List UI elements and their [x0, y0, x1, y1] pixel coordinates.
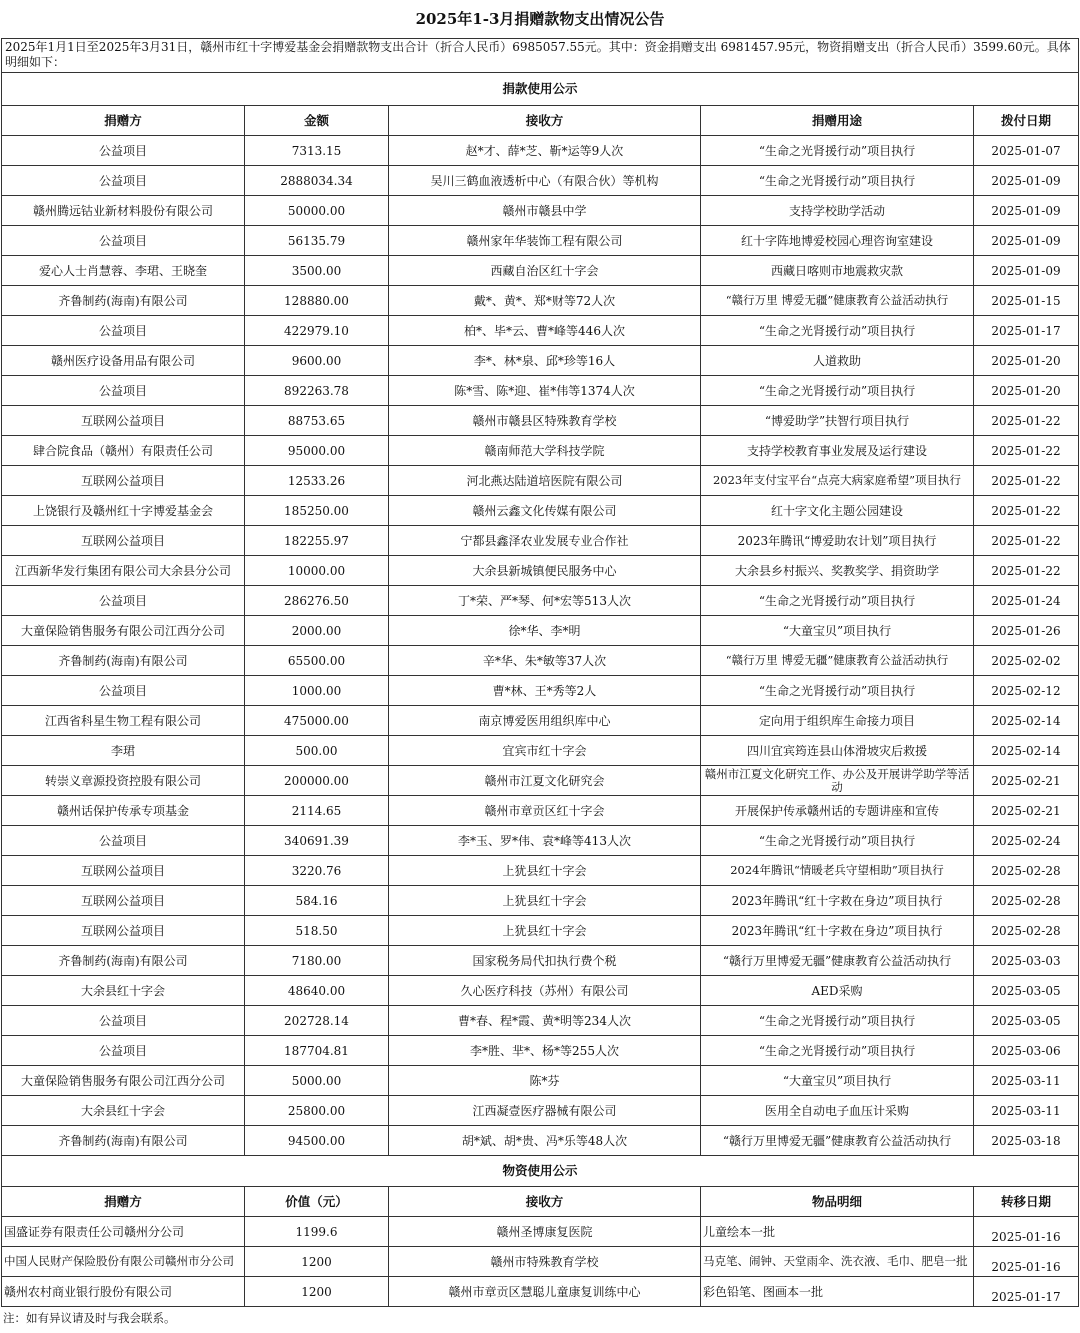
cash-cell-donor: 江西省科星生物工程有限公司	[2, 706, 245, 736]
cash-cell-date: 2025-02-24	[974, 826, 1079, 856]
cash-cell-donor: 互联网公益项目	[2, 466, 245, 496]
cash-cell-donor: 赣州话保护传承专项基金	[2, 796, 245, 826]
cash-cell-recipient: 国家税务局代扣执行费个税	[389, 946, 701, 976]
cash-cell-recipient: 河北燕达陆道培医院有限公司	[389, 466, 701, 496]
cash-cell-donor: 公益项目	[2, 826, 245, 856]
cash-cell-donor: 公益项目	[2, 586, 245, 616]
cash-row	[2, 646, 1079, 676]
cash-cell-recipient: 李*玉、罗*伟、袁*峰等413人次	[389, 826, 701, 856]
cash-cell-purpose: “生命之光肾援行动”项目执行	[701, 316, 974, 346]
cash-cell-donor: 赣州腾远钴业新材料股份有限公司	[2, 196, 245, 226]
cash-cell-amount: 892263.78	[245, 376, 389, 406]
cash-cell-amount: 25800.00	[245, 1096, 389, 1126]
cash-row	[2, 286, 1079, 316]
cash-cell-purpose: 红十字文化主题公园建设	[701, 496, 974, 526]
goods-row	[2, 1217, 1079, 1247]
goods-header-date: 转移日期	[974, 1187, 1079, 1217]
cash-cell-recipient: 赣州市赣县区特殊教育学校	[389, 406, 701, 436]
cash-cell-purpose: 支持学校助学活动	[701, 196, 974, 226]
cash-row	[2, 736, 1079, 766]
cash-cell-date: 2025-02-14	[974, 736, 1079, 766]
cash-cell-date: 2025-03-05	[974, 1006, 1079, 1036]
cash-row	[2, 136, 1079, 166]
cash-cell-recipient: 徐*华、李*明	[389, 616, 701, 646]
cash-cell-amount: 200000.00	[245, 766, 389, 796]
cash-cell-recipient: 李*胜、芈*、杨*等255人次	[389, 1036, 701, 1066]
cash-cell-amount: 2888034.34	[245, 166, 389, 196]
cash-cell-donor: 公益项目	[2, 376, 245, 406]
cash-row	[2, 256, 1079, 286]
cash-cell-donor: 大余县红十字会	[2, 1096, 245, 1126]
cash-cell-amount: 10000.00	[245, 556, 389, 586]
cash-cell-donor: 转崇义章源投资控股有限公司	[2, 766, 245, 796]
cash-row	[2, 1036, 1079, 1066]
cash-cell-amount: 94500.00	[245, 1126, 389, 1156]
goods-cell-recipient: 赣州市章贡区慧聪儿童康复训练中心	[389, 1277, 701, 1307]
goods-cell-items: 儿童绘本一批	[701, 1217, 974, 1247]
cash-cell-donor: 互联网公益项目	[2, 526, 245, 556]
goods-cell-date: 2025-01-17	[974, 1277, 1079, 1307]
cash-cell-recipient: 辛*华、朱*敏等37人次	[389, 646, 701, 676]
cash-cell-donor: 齐鲁制药(海南)有限公司	[2, 646, 245, 676]
cash-cell-purpose: 开展保护传承赣州话的专题讲座和宣传	[701, 796, 974, 826]
cash-cell-date: 2025-03-11	[974, 1066, 1079, 1096]
cash-cell-date: 2025-02-28	[974, 886, 1079, 916]
cash-cell-purpose: “生命之光肾援行动”项目执行	[701, 376, 974, 406]
cash-cell-purpose: 大余县乡村振兴、奖教奖学、捐资助学	[701, 556, 974, 586]
cash-cell-donor: 齐鲁制药(海南)有限公司	[2, 946, 245, 976]
cash-cell-date: 2025-01-17	[974, 316, 1079, 346]
cash-cell-donor: 公益项目	[2, 1006, 245, 1036]
cash-cell-purpose: “博爱助学”扶智行项目执行	[701, 406, 974, 436]
cash-cell-purpose: 人道救助	[701, 346, 974, 376]
goods-cell-items: 彩色铅笔、图画本一批	[701, 1277, 974, 1307]
cash-row	[2, 376, 1079, 406]
cash-cell-purpose: 支持学校教育事业发展及运行建设	[701, 436, 974, 466]
cash-cell-donor: 公益项目	[2, 136, 245, 166]
cash-cell-date: 2025-02-14	[974, 706, 1079, 736]
cash-cell-purpose: 定向用于组织库生命接力项目	[701, 706, 974, 736]
cash-row	[2, 1006, 1079, 1036]
cash-row	[2, 886, 1079, 916]
cash-row	[2, 346, 1079, 376]
cash-row	[2, 1126, 1079, 1156]
cash-cell-purpose: 2023年腾讯“红十字救在身边”项目执行	[701, 886, 974, 916]
page-title: 2025年1-3月捐赠款物支出情况公告	[415, 10, 665, 28]
cash-cell-amount: 1000.00	[245, 676, 389, 706]
cash-cell-recipient: 赣州市江夏文化研究会	[389, 766, 701, 796]
cash-cell-recipient: 胡*斌、胡*贵、冯*乐等48人次	[389, 1126, 701, 1156]
cash-cell-donor: 肆合院食品（赣州）有限责任公司	[2, 436, 245, 466]
cash-cell-purpose: 四川宜宾筠连县山体滑坡灾后救援	[701, 736, 974, 766]
cash-cell-date: 2025-03-06	[974, 1036, 1079, 1066]
cash-row	[2, 976, 1079, 1006]
cash-cell-donor: 大余县红十字会	[2, 976, 245, 1006]
cash-row	[2, 406, 1079, 436]
cash-cell-amount: 65500.00	[245, 646, 389, 676]
cash-cell-amount: 500.00	[245, 736, 389, 766]
cash-cell-recipient: 江西凝壹医疗器械有限公司	[389, 1096, 701, 1126]
cash-cell-amount: 2000.00	[245, 616, 389, 646]
cash-cell-purpose: “赣行万里 博爱无疆”健康教育公益活动执行	[701, 286, 974, 316]
cash-cell-date: 2025-02-12	[974, 676, 1079, 706]
goods-cell-donor: 国盛证券有限责任公司赣州分公司	[2, 1217, 245, 1247]
goods-row	[2, 1277, 1079, 1307]
cash-cell-date: 2025-01-22	[974, 466, 1079, 496]
cash-cell-purpose: 赣州市江夏文化研究工作、办公及开展讲学助学等活动	[701, 766, 974, 796]
cash-row	[2, 466, 1079, 496]
cash-header-donor: 捐赠方	[2, 106, 245, 136]
cash-row	[2, 916, 1079, 946]
cash-cell-amount: 88753.65	[245, 406, 389, 436]
cash-row	[2, 766, 1079, 796]
cash-row	[2, 496, 1079, 526]
cash-row	[2, 826, 1079, 856]
cash-cell-donor: 爱心人士肖慧蓉、李珺、王晓奎	[2, 256, 245, 286]
cash-row	[2, 946, 1079, 976]
cash-row	[2, 556, 1079, 586]
cash-cell-purpose: “赣行万里博爱无疆”健康教育公益活动执行	[701, 1126, 974, 1156]
cash-cell-donor: 大童保险销售服务有限公司江西分公司	[2, 1066, 245, 1096]
cash-cell-donor: 齐鲁制药(海南)有限公司	[2, 286, 245, 316]
cash-cell-date: 2025-01-09	[974, 166, 1079, 196]
cash-cell-recipient: 曹*春、程*霞、黄*明等234人次	[389, 1006, 701, 1036]
goods-cell-donor: 赣州农村商业银行股份有限公司	[2, 1277, 245, 1307]
cash-cell-purpose: “生命之光肾援行动”项目执行	[701, 166, 974, 196]
cash-cell-amount: 187704.81	[245, 1036, 389, 1066]
cash-cell-date: 2025-02-21	[974, 796, 1079, 826]
cash-cell-recipient: 上犹县红十字会	[389, 856, 701, 886]
cash-cell-donor: 齐鲁制药(海南)有限公司	[2, 1126, 245, 1156]
cash-cell-donor: 公益项目	[2, 676, 245, 706]
cash-cell-date: 2025-01-09	[974, 256, 1079, 286]
cash-cell-date: 2025-01-22	[974, 526, 1079, 556]
cash-cell-amount: 202728.14	[245, 1006, 389, 1036]
cash-cell-recipient: 西藏自治区红十字会	[389, 256, 701, 286]
intro-text: 2025年1月1日至2025年3月31日，赣州市红十字博爱基金会捐赠款物支出合计（折合人民币）6985057.55元。其中：资金捐赠支出 6981457.95元，物资捐赠支出（折合人民币）3599.60元。具体明细如下：	[2, 39, 1079, 73]
cash-cell-donor: 互联网公益项目	[2, 406, 245, 436]
cash-cell-date: 2025-01-26	[974, 616, 1079, 646]
cash-cell-purpose: “生命之光肾援行动”项目执行	[701, 1036, 974, 1066]
cash-cell-amount: 3220.76	[245, 856, 389, 886]
cash-cell-purpose: 2023年支付宝平台“点亮大病家庭希望”项目执行	[701, 466, 974, 496]
cash-row	[2, 586, 1079, 616]
cash-cell-donor: 公益项目	[2, 1036, 245, 1066]
cash-cell-purpose: “生命之光肾援行动”项目执行	[701, 826, 974, 856]
cash-cell-purpose: “赣行万里 博爱无疆”健康教育公益活动执行	[701, 646, 974, 676]
cash-cell-donor: 公益项目	[2, 316, 245, 346]
cash-cell-date: 2025-01-15	[974, 286, 1079, 316]
goods-row	[2, 1247, 1079, 1277]
cash-row	[2, 436, 1079, 466]
cash-cell-date: 2025-01-24	[974, 586, 1079, 616]
cash-cell-purpose: “生命之光肾援行动”项目执行	[701, 676, 974, 706]
cash-cell-purpose: 西藏日喀则市地震救灾款	[701, 256, 974, 286]
cash-row	[2, 166, 1079, 196]
cash-cell-donor: 大童保险销售服务有限公司江西分公司	[2, 616, 245, 646]
cash-cell-donor: 李珺	[2, 736, 245, 766]
cash-cell-date: 2025-02-02	[974, 646, 1079, 676]
goods-section-title: 物资使用公示	[2, 1156, 1079, 1187]
cash-cell-amount: 9600.00	[245, 346, 389, 376]
cash-cell-date: 2025-01-22	[974, 436, 1079, 466]
cash-header-row	[2, 106, 1079, 136]
cash-cell-recipient: 久心医疗科技（苏州）有限公司	[389, 976, 701, 1006]
cash-cell-recipient: 上犹县红十字会	[389, 916, 701, 946]
cash-row	[2, 616, 1079, 646]
cash-cell-date: 2025-02-21	[974, 766, 1079, 796]
cash-section-title: 捐款使用公示	[2, 73, 1079, 106]
cash-cell-recipient: 赵*才、薛*芝、靳*运等9人次	[389, 136, 701, 166]
cash-cell-recipient: 陈*雪、陈*迎、崔*伟等1374人次	[389, 376, 701, 406]
cash-cell-purpose: 2024年腾讯“情暖老兵守望相助”项目执行	[701, 856, 974, 886]
cash-cell-recipient: 吴川三鹤血液透析中心（有限合伙）等机构	[389, 166, 701, 196]
goods-cell-value: 1200	[245, 1277, 389, 1307]
cash-cell-date: 2025-03-05	[974, 976, 1079, 1006]
cash-cell-amount: 422979.10	[245, 316, 389, 346]
cash-cell-recipient: 李*、林*泉、邱*珍等16人	[389, 346, 701, 376]
cash-cell-amount: 5000.00	[245, 1066, 389, 1096]
cash-cell-purpose: AED采购	[701, 976, 974, 1006]
cash-row	[2, 676, 1079, 706]
cash-row	[2, 796, 1079, 826]
cash-cell-recipient: 柏*、毕*云、曹*峰等446人次	[389, 316, 701, 346]
cash-cell-recipient: 大余县新城镇便民服务中心	[389, 556, 701, 586]
goods-cell-items: 马克笔、闹钟、天堂雨伞、洗衣液、毛巾、肥皂一批	[701, 1247, 974, 1277]
cash-cell-date: 2025-01-07	[974, 136, 1079, 166]
cash-cell-purpose: 医用全自动电子血压计采购	[701, 1096, 974, 1126]
cash-cell-amount: 128880.00	[245, 286, 389, 316]
cash-cell-date: 2025-01-22	[974, 496, 1079, 526]
cash-cell-purpose: 红十字阵地博爱校园心理咨询室建设	[701, 226, 974, 256]
goods-cell-value: 1200	[245, 1247, 389, 1277]
cash-row	[2, 196, 1079, 226]
cash-cell-recipient: 宜宾市红十字会	[389, 736, 701, 766]
cash-cell-amount: 50000.00	[245, 196, 389, 226]
cash-cell-purpose: 2023年腾讯“红十字救在身边”项目执行	[701, 916, 974, 946]
cash-cell-purpose: “赣行万里博爱无疆”健康教育公益活动执行	[701, 946, 974, 976]
cash-cell-amount: 185250.00	[245, 496, 389, 526]
cash-cell-date: 2025-02-28	[974, 916, 1079, 946]
cash-cell-amount: 340691.39	[245, 826, 389, 856]
cash-cell-recipient: 赣南师范大学科技学院	[389, 436, 701, 466]
goods-header-donor: 捐赠方	[2, 1187, 245, 1217]
goods-cell-recipient: 赣州圣博康复医院	[389, 1217, 701, 1247]
cash-cell-date: 2025-01-20	[974, 346, 1079, 376]
cash-cell-amount: 7313.15	[245, 136, 389, 166]
cash-cell-amount: 2114.65	[245, 796, 389, 826]
cash-cell-amount: 48640.00	[245, 976, 389, 1006]
cash-cell-amount: 95000.00	[245, 436, 389, 466]
cash-cell-donor: 公益项目	[2, 166, 245, 196]
cash-row	[2, 316, 1079, 346]
cash-cell-date: 2025-03-18	[974, 1126, 1079, 1156]
cash-cell-amount: 182255.97	[245, 526, 389, 556]
cash-cell-amount: 3500.00	[245, 256, 389, 286]
cash-row	[2, 526, 1079, 556]
cash-cell-purpose: “大童宝贝”项目执行	[701, 1066, 974, 1096]
cash-cell-donor: 互联网公益项目	[2, 886, 245, 916]
cash-cell-date: 2025-01-09	[974, 196, 1079, 226]
cash-cell-recipient: 南京博爱医用组织库中心	[389, 706, 701, 736]
cash-cell-amount: 286276.50	[245, 586, 389, 616]
cash-row	[2, 1096, 1079, 1126]
cash-cell-purpose: “生命之光肾援行动”项目执行	[701, 586, 974, 616]
cash-cell-purpose: “生命之光肾援行动”项目执行	[701, 136, 974, 166]
cash-row	[2, 706, 1079, 736]
cash-cell-purpose: “大童宝贝”项目执行	[701, 616, 974, 646]
cash-cell-recipient: 陈*芬	[389, 1066, 701, 1096]
cash-cell-recipient: 上犹县红十字会	[389, 886, 701, 916]
cash-cell-date: 2025-03-03	[974, 946, 1079, 976]
cash-cell-recipient: 赣州市赣县中学	[389, 196, 701, 226]
cash-cell-date: 2025-02-28	[974, 856, 1079, 886]
cash-cell-date: 2025-03-11	[974, 1096, 1079, 1126]
cash-cell-amount: 475000.00	[245, 706, 389, 736]
cash-cell-amount: 518.50	[245, 916, 389, 946]
goods-cell-date: 2025-01-16	[974, 1247, 1079, 1277]
cash-cell-date: 2025-01-22	[974, 556, 1079, 586]
cash-cell-date: 2025-01-09	[974, 226, 1079, 256]
cash-cell-amount: 12533.26	[245, 466, 389, 496]
goods-header-recipient: 接收方	[389, 1187, 701, 1217]
cash-header-purpose: 捐赠用途	[701, 106, 974, 136]
cash-cell-purpose: 2023年腾讯“博爱助农计划”项目执行	[701, 526, 974, 556]
cash-cell-amount: 7180.00	[245, 946, 389, 976]
cash-header-recipient: 接收方	[389, 106, 701, 136]
cash-cell-amount: 56135.79	[245, 226, 389, 256]
cash-cell-donor: 互联网公益项目	[2, 856, 245, 886]
cash-cell-donor: 江西新华发行集团有限公司大余县分公司	[2, 556, 245, 586]
cash-header-date: 拨付日期	[974, 106, 1079, 136]
cash-cell-recipient: 戴*、黄*、郑*财等72人次	[389, 286, 701, 316]
cash-cell-date: 2025-01-22	[974, 406, 1079, 436]
goods-cell-date: 2025-01-16	[974, 1217, 1079, 1247]
donation-table	[1, 38, 1079, 1307]
cash-row	[2, 856, 1079, 886]
cash-cell-recipient: 丁*荣、严*琴、何*宏等513人次	[389, 586, 701, 616]
footer-note: 注：如有异议请及时与我会联系。	[3, 1311, 176, 1325]
cash-cell-recipient: 宁都县鑫泽农业发展专业合作社	[389, 526, 701, 556]
cash-cell-recipient: 赣州云鑫文化传媒有限公司	[389, 496, 701, 526]
cash-cell-recipient: 赣州家年华装饰工程有限公司	[389, 226, 701, 256]
goods-cell-donor: 中国人民财产保险股份有限公司赣州市分公司	[2, 1247, 245, 1277]
cash-cell-date: 2025-01-20	[974, 376, 1079, 406]
cash-cell-recipient: 赣州市章贡区红十字会	[389, 796, 701, 826]
cash-cell-amount: 584.16	[245, 886, 389, 916]
cash-cell-recipient: 曹*林、王*秀等2人	[389, 676, 701, 706]
cash-row	[2, 226, 1079, 256]
goods-header-value: 价值（元）	[245, 1187, 389, 1217]
cash-cell-donor: 互联网公益项目	[2, 916, 245, 946]
cash-header-amount: 金额	[245, 106, 389, 136]
cash-row	[2, 1066, 1079, 1096]
cash-cell-purpose: “生命之光肾援行动”项目执行	[701, 1006, 974, 1036]
goods-header-items: 物品明细	[701, 1187, 974, 1217]
cash-cell-donor: 赣州医疗设备用品有限公司	[2, 346, 245, 376]
goods-cell-value: 1199.6	[245, 1217, 389, 1247]
goods-header-row	[2, 1187, 1079, 1217]
cash-cell-donor: 上饶银行及赣州红十字博爱基金会	[2, 496, 245, 526]
cash-cell-donor: 公益项目	[2, 226, 245, 256]
goods-cell-recipient: 赣州市特殊教育学校	[389, 1247, 701, 1277]
